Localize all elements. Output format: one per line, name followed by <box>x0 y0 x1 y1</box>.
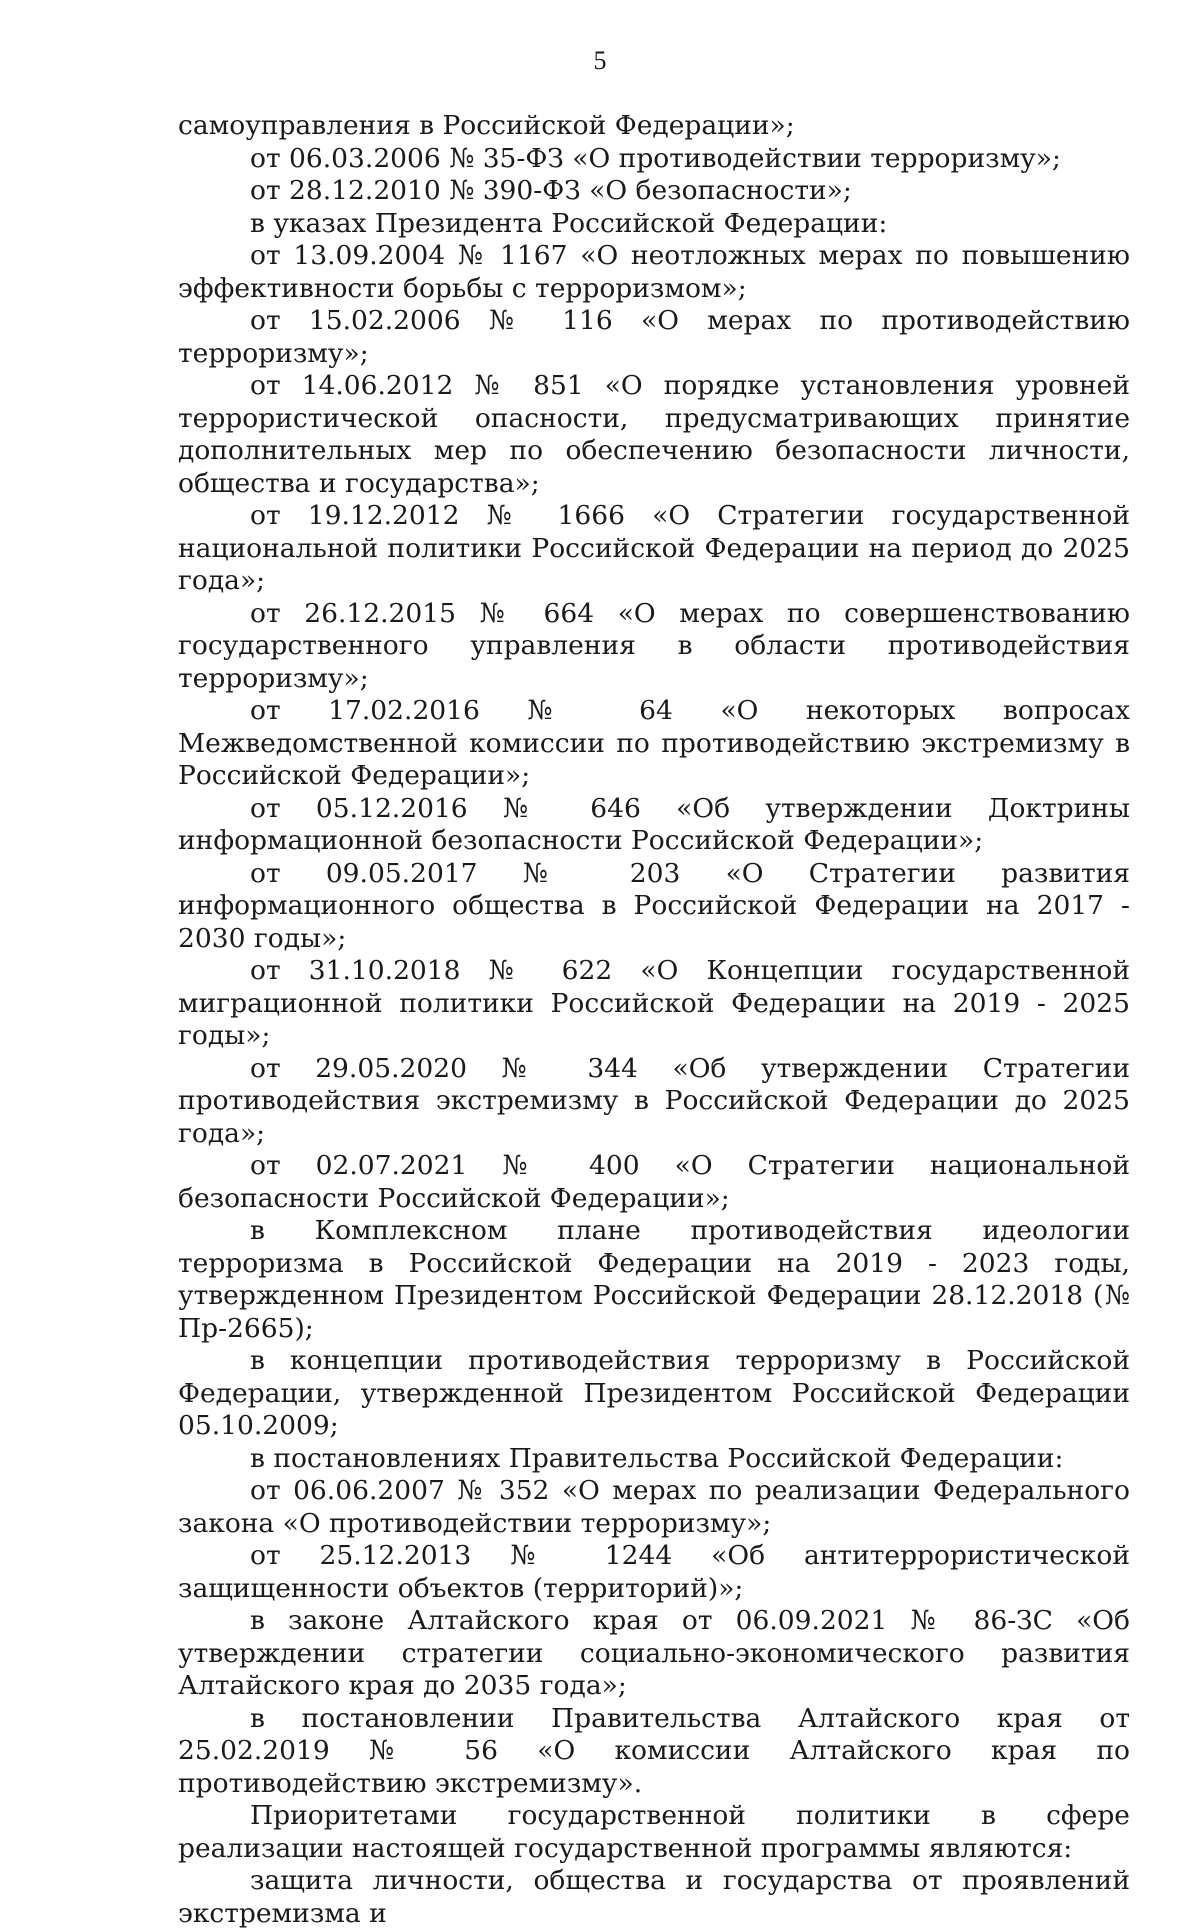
paragraph: от 05.12.2016 № 646 «Об утверждении Доктрины информационной безопасности Российской Федерации»; <box>178 792 1130 856</box>
paragraph: от 26.12.2015 № 664 «О мерах по совершенствованию государственного управления в области противодействия терроризму»; <box>178 597 1130 694</box>
paragraph: от 29.05.2020 № 344 «Об утверждении Стратегии противодействия экстремизму в Российской Федерации до 2025 года»; <box>178 1052 1130 1149</box>
paragraph: от 09.05.2017 № 203 «О Стратегии развития информационного общества в Российской Федерации на 2017 - 2030 годы»; <box>178 857 1130 954</box>
paragraph: от 02.07.2021 № 400 «О Стратегии национальной безопасности Российской Федерации»; <box>178 1150 1130 1214</box>
paragraph: в указах Президента Российской Федерации: <box>250 207 888 239</box>
paragraph: от 31.10.2018 № 622 «О Концепции государственной миграционной политики Российской Федерации на 2019 - 2025 годы»; <box>178 955 1130 1051</box>
paragraph: в законе Алтайского края от 06.09.2021 № 86-ЗС «Об утверждении стратегии социально-экономического развития Алтайского края до 2035 года»; <box>178 1605 1130 1701</box>
paragraph: в постановлениях Правительства Российской Федерации: <box>250 1442 1064 1474</box>
paragraph: от 19.12.2012 № 1666 «О Стратегии государственной национальной политики Российской Федерации на период до 2025 года»; <box>178 500 1130 596</box>
paragraph: от 15.02.2006 № 116 «О мерах по противодействию терроризму»; <box>178 305 1130 369</box>
paragraph: в концепции противодействия терроризму в Российской Федерации, утвержденной Президентом Российской Федерации 05.10.2009; <box>178 1345 1130 1441</box>
document-body <box>178 110 1130 1930</box>
page-number: 5 <box>593 46 607 75</box>
paragraph: в Комплексном плане противодействия идеологии терроризма в Российской Федерации на 2019 - 2023 годы, утвержденном Президентом Российской Федерации 28.12.2018 (№ Пр-2665); <box>178 1215 1130 1344</box>
paragraph: в постановлении Правительства Алтайского края от 25.02.2019 № 56 «О комиссии Алтайского края по противодействию экстремизму». <box>178 1702 1130 1799</box>
paragraph: от 13.09.2004 № 1167 «О неотложных мерах по повышению эффективности борьбы с терроризмом»; <box>178 240 1130 304</box>
paragraph: от 06.06.2007 № 352 «О мерах по реализации Федерального закона «О противодействии терроризму»; <box>178 1475 1130 1539</box>
paragraph: Приоритетами государственной политики в сфере реализации настоящей государственной программы являются: <box>178 1800 1130 1864</box>
paragraph: от 17.02.2016 № 64 «О некоторых вопросах Межведомственной комиссии по противодействию экстремизму в Российской Федерации»; <box>178 695 1130 791</box>
paragraph: защита личности, общества и государства от проявлений экстремизма и <box>178 1865 1130 1929</box>
paragraph: от 25.12.2013 № 1244 «Об антитеррористической защищенности объектов (территорий)»; <box>178 1540 1130 1604</box>
paragraph: от 28.12.2010 № 390-ФЗ «О безопасности»; <box>250 175 852 206</box>
paragraph: от 14.06.2012 № 851 «О порядке установления уровней террористической опасности, предусматривающих принятие дополнительных мер по обеспечению безопасности личности, общества и государства»; <box>178 370 1130 499</box>
paragraph: самоуправления в Российской Федерации»; <box>178 110 795 141</box>
paragraph: от 06.03.2006 № 35-ФЗ «О противодействии терроризму»; <box>250 142 1061 174</box>
